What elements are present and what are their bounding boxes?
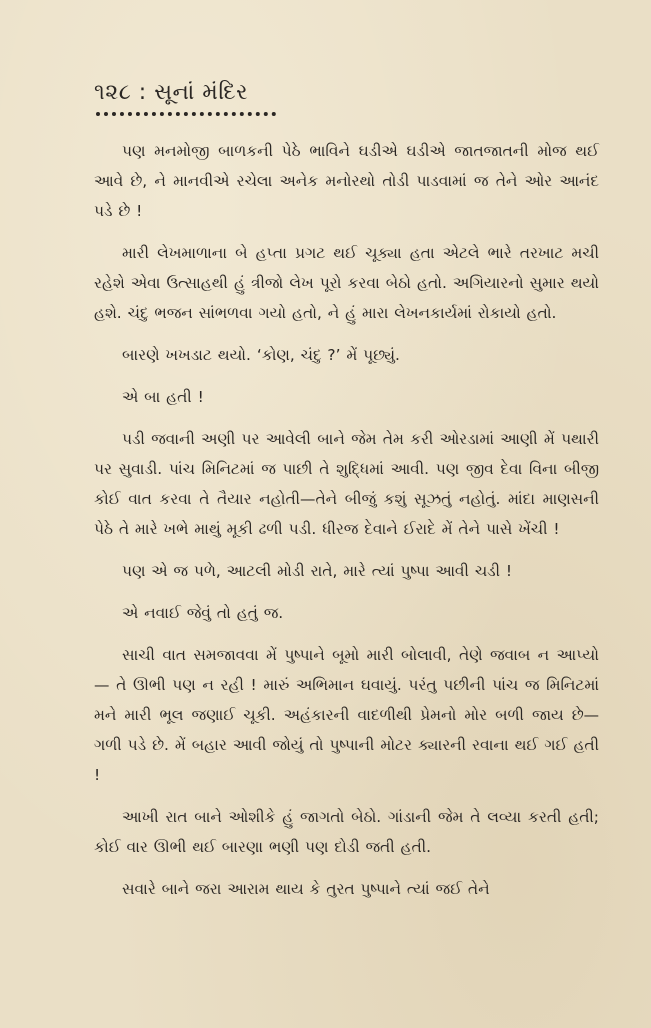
paragraph: મારી લેખમાળાના બે હપ્તા પ્રગટ થઈ ચૂક્યા હતા એટલે ભારે તરખાટ મચી રહેશે એવા ઉત્સાહથી હું ત્રીજો લેખ પૂરો કરવા બેઠો હતો. અગિયારનો સુમાર થયો હશે. ચંદુ ભજન સાંભળવા ગયો હતો, ને હું મારા લેખનકાર્યમાં રોકાયો હતો. (94, 244, 599, 322)
paragraph: પણ મનમોજી બાળકની પેઠે ભાવિને ઘડીએ ઘડીએ જાતજાતની મોજ થઈ આવે છે, ને માનવીએ રચેલા અનેક મનોરથો તોડી પાડવામાં જ તેને ઓર આનંદ પડે છે ! (94, 142, 599, 220)
paragraph: એ બા હતી ! (122, 388, 204, 406)
paragraph: પણ એ જ પળે, આટલી મોડી રાતે, મારે ત્યાં પુષ્પા આવી ચડી ! (122, 562, 513, 580)
paragraph: સવારે બાને જરા આરામ થાય કે તુરત પુષ્પાને ત્યાં જઈ તેને (122, 880, 490, 898)
paragraph: એ નવાઈ જેવું તો હતું જ. (122, 604, 284, 622)
paragraph: પડી જવાની અણી પર આવેલી બાને જેમ તેમ કરી ઓરડામાં આણી મેં પથારી પર સુવાડી. પાંચ મિનિટમાં જ પાછી તે શુદ્ધિમાં આવી. પણ જીવ દેવા વિના બીજી કોઈ વાત કરવા તે તૈયાર નહોતી—તેને બીજું કશું સૂઝતું નહોતું. માંદા માણસની પેઠે તે મારે ખભે માથું મૂકી ઢળી પડી. ધીરજ દેવાને ઈરાદે મેં તેને પાસે ખેંચી ! (94, 430, 599, 538)
paragraph: બારણે ખખડાટ થયો. ‘કોણ, ચંદુ ?’ મેં પૂછ્યું. (122, 346, 400, 364)
dotted-rule (96, 112, 276, 116)
running-head: ૧૨૮ : સૂનાં મંદિર (94, 80, 248, 105)
paragraph: સાચી વાત સમજાવવા મેં પુષ્પાને બૂમો મારી બોલાવી, તેણે જવાબ ન આપ્યો — તે ઊભી પણ ન રહી ! મારું અભિમાન ઘવાયું. પરંતુ પછીની પાંચ જ મિનિટમાં મને મારી ભૂલ જણાઈ ચૂકી. અહંકારની વાદળીથી પ્રેમનો મોર બળી જાય છે—ગળી પડે છે. મેં બહાર આવી જોયું તો પુષ્પાની મોટર ક્યારની રવાના થઈ ગઈ હતી ! (94, 646, 599, 784)
paragraph: આખી રાત બાને ઓશીકે હું જાગતો બેઠો. ગાંડાની જેમ તે લવ્યા કરતી હતી; કોઈ વાર ઊભી થઈ બારણા ભણી પણ દોડી જતી હતી. (94, 808, 599, 856)
